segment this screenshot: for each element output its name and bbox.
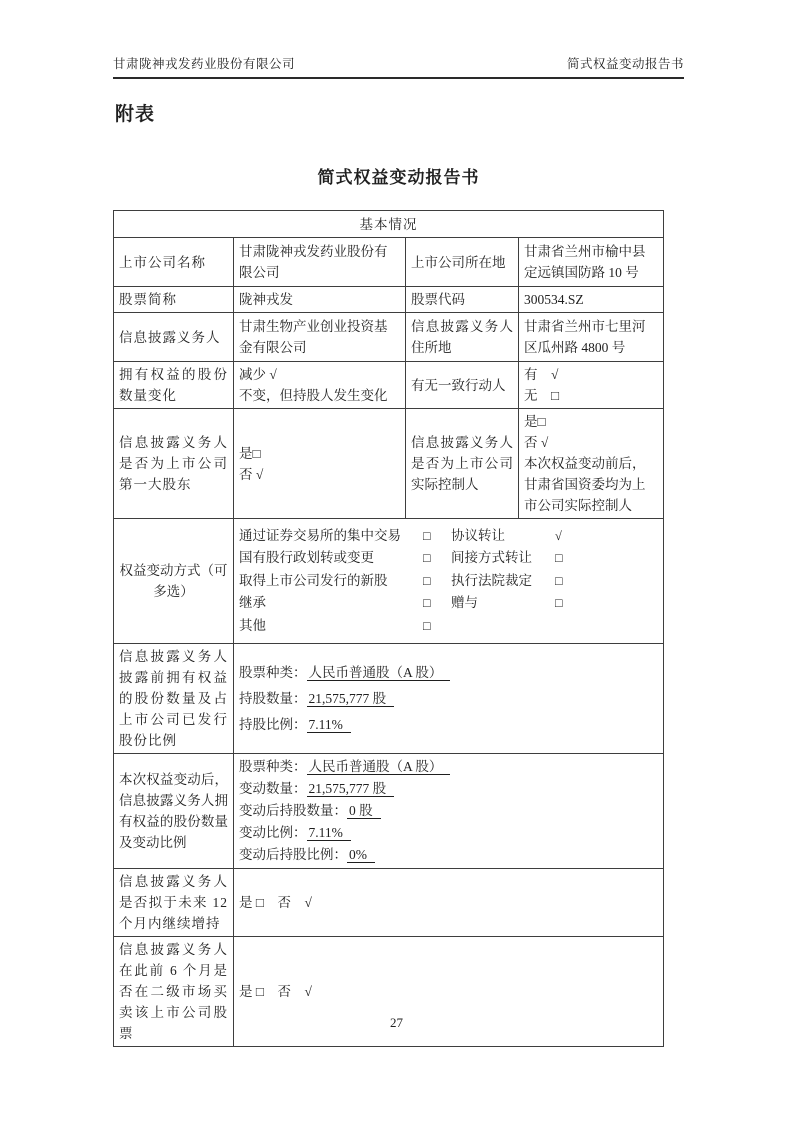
share-change-decrease-option: 减少 √ (239, 367, 277, 382)
running-header (113, 54, 684, 79)
checkbox-centralized-trading: □ (423, 528, 431, 543)
holding-quantity-field-label: 持股数量： (239, 690, 307, 706)
post-change-holdings-label: 本次权益变动后，信息披露义务人拥有权益的股份数量及变动比例 (114, 754, 234, 869)
controller-no-option: 否 √ (524, 435, 549, 450)
post-quantity-field-value: 0 股 (347, 803, 381, 819)
change-quantity-field-label: 变动数量： (239, 781, 307, 796)
checkbox-indirect-transfer: □ (555, 551, 563, 566)
post-share-class-field-value: 人民币普通股（A 股） (307, 759, 451, 775)
option-centralized-trading: 通过证券交易所的集中交易 (239, 527, 401, 543)
controller-yes-option: 是□ (524, 414, 546, 429)
change-ratio-field-value: 7.11% (307, 825, 351, 841)
option-line (239, 525, 658, 547)
field-line (239, 712, 658, 738)
stock-short-name-label: 股票简称 (114, 287, 234, 313)
table-row (114, 754, 664, 869)
share-change-label: 拥有权益的股份数量变化 (114, 362, 234, 409)
field-line (239, 756, 658, 778)
pre-disclosure-holdings-value (234, 644, 664, 754)
listed-company-name-label: 上市公司名称 (114, 238, 234, 287)
post-ratio-field-value: 0% (347, 847, 375, 863)
post-share-class-field-label: 股票种类： (239, 759, 307, 774)
pre-disclosure-holdings-label: 信息披露义务人披露前拥有权益的股份数量及占上市公司已发行股份比例 (114, 644, 234, 754)
option-other: 其他 (239, 617, 266, 633)
share-class-field-label: 股票种类： (239, 664, 307, 680)
discloser-address-label: 信息披露义务人住所地 (406, 313, 519, 362)
page-number: 27 (390, 1015, 403, 1030)
table-row (114, 869, 664, 937)
concerted-no-option: 无 □ (524, 388, 560, 403)
largest-shareholder-yes-option: 是□ (239, 445, 261, 461)
table-row (114, 362, 664, 409)
checkbox-gift: □ (555, 596, 563, 611)
share-change-unchanged-option: 不变，但持股人发生变化 (239, 388, 388, 403)
table-title: 基本情况 (114, 211, 664, 238)
option-indirect-transfer: 间接方式转让 (451, 550, 532, 566)
field-line (239, 686, 658, 712)
field-line (239, 778, 658, 800)
field-line (239, 800, 658, 822)
option-state-share-transfer: 国有股行政划转或变更 (239, 550, 374, 566)
field-line (239, 822, 658, 844)
holding-ratio-field-label: 持股比例： (239, 716, 307, 732)
discloser-address-value: 甘肃省兰州市七里河区瓜州路 4800 号 (519, 313, 664, 362)
header-company-name: 甘肃陇神戎发药业股份有限公司 (113, 57, 296, 71)
change-method-label: 权益变动方式（可多选） (114, 519, 234, 644)
listed-company-name-value: 甘肃陇神戎发药业股份有限公司 (234, 238, 406, 287)
holding-quantity-field-value: 21,575,777 股 (307, 691, 395, 707)
largest-shareholder-value (234, 409, 406, 519)
company-location-label: 上市公司所在地 (406, 238, 519, 287)
field-line (239, 660, 658, 686)
table-row (114, 287, 664, 313)
stock-code-value: 300534.SZ (519, 287, 664, 313)
change-quantity-field-value: 21,575,777 股 (307, 781, 395, 797)
company-location-value: 甘肃省兰州市榆中县定远镇国防路 10 号 (519, 238, 664, 287)
future-increase-value: 是 □ 否 √ (234, 869, 664, 937)
secondary-market-trading-value: 是 □ 否 √ (234, 937, 664, 1047)
holding-ratio-field-value: 7.11% (307, 717, 351, 733)
table-row (114, 519, 664, 644)
discloser-label: 信息披露义务人 (114, 313, 234, 362)
option-line (239, 615, 658, 637)
table-row (114, 238, 664, 287)
table-row (114, 644, 664, 754)
discloser-value: 甘肃生物产业创业投资基金有限公司 (234, 313, 406, 362)
stock-short-name-value: 陇神戎发 (234, 287, 406, 313)
option-line (239, 547, 658, 569)
option-gift: 赠与 (451, 595, 478, 611)
option-court-ruling: 执行法院裁定 (451, 572, 532, 588)
post-change-holdings-value (234, 754, 664, 869)
checkbox-inheritance: □ (423, 596, 431, 611)
share-class-field-value: 人民币普通股（A 股） (307, 665, 451, 681)
actual-controller-label: 信息披露义务人是否为上市公司实际控制人 (406, 409, 519, 519)
option-inheritance: 继承 (239, 595, 266, 611)
controller-note: 本次权益变动前后，甘肃省国资委均为上市公司实际控制人 (524, 456, 646, 513)
appendix-heading: 附表 (115, 104, 156, 125)
checkbox-state-share-transfer: □ (423, 551, 431, 566)
checkbox-court-ruling: □ (555, 573, 563, 588)
table-title-row (114, 211, 664, 238)
document-title: 简式权益变动报告书 (317, 168, 480, 187)
table-row (114, 313, 664, 362)
stock-code-label: 股票代码 (406, 287, 519, 313)
concerted-parties-value (519, 362, 664, 409)
future-increase-label: 信息披露义务人是否拟于未来 12 个月内继续增持 (114, 869, 234, 937)
table-row (114, 409, 664, 519)
secondary-market-trading-label: 信息披露义务人在此前 6 个月是否在二级市场买卖该上市公司股票 (114, 937, 234, 1047)
largest-shareholder-no-option: 否 √ (239, 466, 264, 482)
option-line (239, 570, 658, 592)
largest-shareholder-label: 信息披露义务人是否为上市公司第一大股东 (114, 409, 234, 519)
change-ratio-field-label: 变动比例： (239, 825, 307, 840)
basic-info-table (113, 210, 664, 1047)
concerted-parties-label: 有无一致行动人 (406, 362, 519, 409)
checkbox-new-shares: □ (423, 573, 431, 588)
change-method-options (234, 519, 664, 644)
option-line (239, 592, 658, 614)
concerted-yes-option: 有 √ (524, 367, 559, 382)
share-change-value (234, 362, 406, 409)
header-doc-type: 简式权益变动报告书 (566, 57, 684, 71)
option-new-shares: 取得上市公司发行的新股 (239, 572, 388, 588)
checkmark-agreement-transfer: √ (555, 528, 562, 543)
option-agreement-transfer: 协议转让 (451, 527, 505, 543)
checkbox-other: □ (423, 618, 431, 633)
post-quantity-field-label: 变动后持股数量： (239, 803, 347, 818)
field-line (239, 844, 658, 866)
actual-controller-value (519, 409, 664, 519)
post-ratio-field-label: 变动后持股比例： (239, 847, 347, 862)
